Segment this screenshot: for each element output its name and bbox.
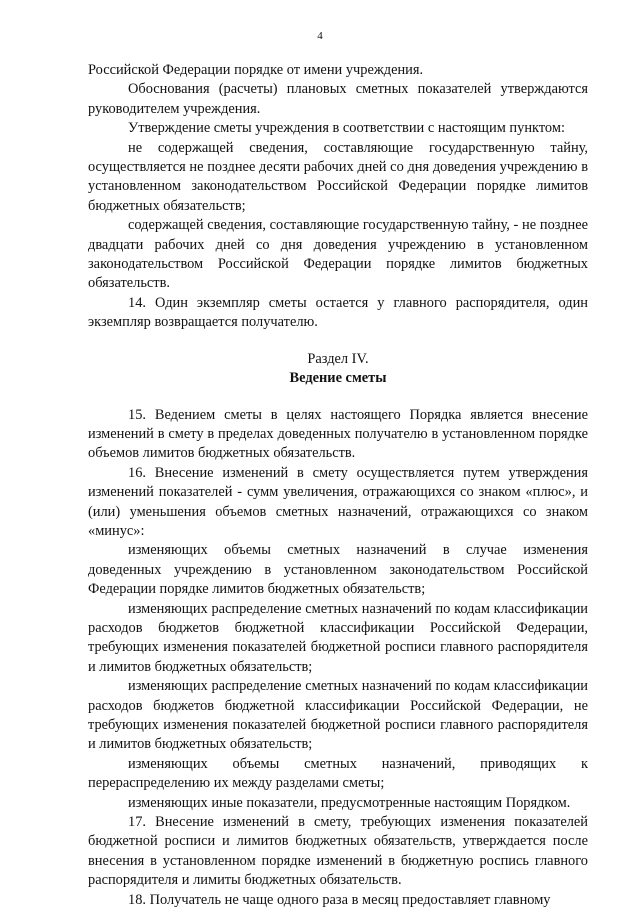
paragraph-item-14: 14. Один экземпляр сметы остается у главного распорядителя, один экземпляр возвращается получателю. — [88, 294, 588, 333]
section-heading — [88, 350, 588, 389]
paragraph-change-distribution-required: изменяющих распределение сметных назначений по кодам классификации расходов бюджетов бюджетной классификации Российской Федерации, требующих изменения показателей бюджетной росписи главного распорядителя и лимитов бюджетных обязательств; — [88, 600, 588, 678]
paragraph-item-17: 17. Внесение изменений в смету, требующих изменения показателей бюджетной росписи и лимитов бюджетных обязательств, утверждается после внесения в установленном порядке изменений в бюджетную роспись главного распорядителя и лимиты бюджетных обязательств. — [88, 813, 588, 891]
page-number: 4 — [0, 30, 640, 42]
section-title: Ведение сметы — [88, 369, 588, 388]
paragraph-other-indicators: изменяющих иные показатели, предусмотренные настоящим Порядком. — [88, 794, 588, 813]
paragraph-item-16: 16. Внесение изменений в смету осуществляется путем утверждения изменений показателей - сумм увеличения, отражающихся со знаком «плюс», и (или) уменьшения объемов сметных назначений, отражающихся со знаком «минус»: — [88, 464, 588, 542]
paragraph-redistribution: изменяющих объемы сметных назначений, приводящих к перераспределению их между разделами сметы; — [88, 755, 588, 794]
paragraph-change-volumes: изменяющих объемы сметных назначений в случае изменения доведенных учреждению в установленном законодательством Российской Федерации порядке лимитов бюджетных обязательств; — [88, 541, 588, 599]
paragraph-justifications: Обоснования (расчеты) плановых сметных показателей утверждаются руководителем учреждения. — [88, 80, 588, 119]
paragraph-change-distribution-not-required: изменяющих распределение сметных назначений по кодам классификации расходов бюджетов бюджетной классификации Российской Федерации, не требующих изменения показателей бюджетной росписи главного распорядителя и лимитов бюджетных обязательств; — [88, 677, 588, 755]
paragraph-approval-intro: Утверждение сметы учреждения в соответствии с настоящим пунктом: — [88, 119, 588, 138]
paragraphs-before-section — [88, 61, 588, 333]
paragraph-item-15: 15. Ведением сметы в целях настоящего Порядка является внесение изменений в смету в пределах доведенных получателю в установленном порядке объемов лимитов бюджетных обязательств. — [88, 406, 588, 464]
section-number: Раздел IV. — [88, 350, 588, 369]
document-body — [88, 61, 588, 910]
paragraph-continuation: Российской Федерации порядке от имени учреждения. — [88, 61, 588, 80]
paragraph-secret: содержащей сведения, составляющие государственную тайну, - не позднее двадцати рабочих дней со дня доведения учреждению в установленном законодательством Российской Федерации порядке лимитов бюджетных обязательств. — [88, 216, 588, 294]
paragraph-non-secret: не содержащей сведения, составляющие государственную тайну, осуществляется не позднее десяти рабочих дней со дня доведения учреждению в установленном законодательством Российской Федерации порядке лимитов бюджетных обязательств; — [88, 139, 588, 217]
paragraph-item-18: 18. Получатель не чаще одного раза в месяц предоставляет главному — [88, 891, 588, 910]
paragraphs-after-section — [88, 406, 588, 910]
